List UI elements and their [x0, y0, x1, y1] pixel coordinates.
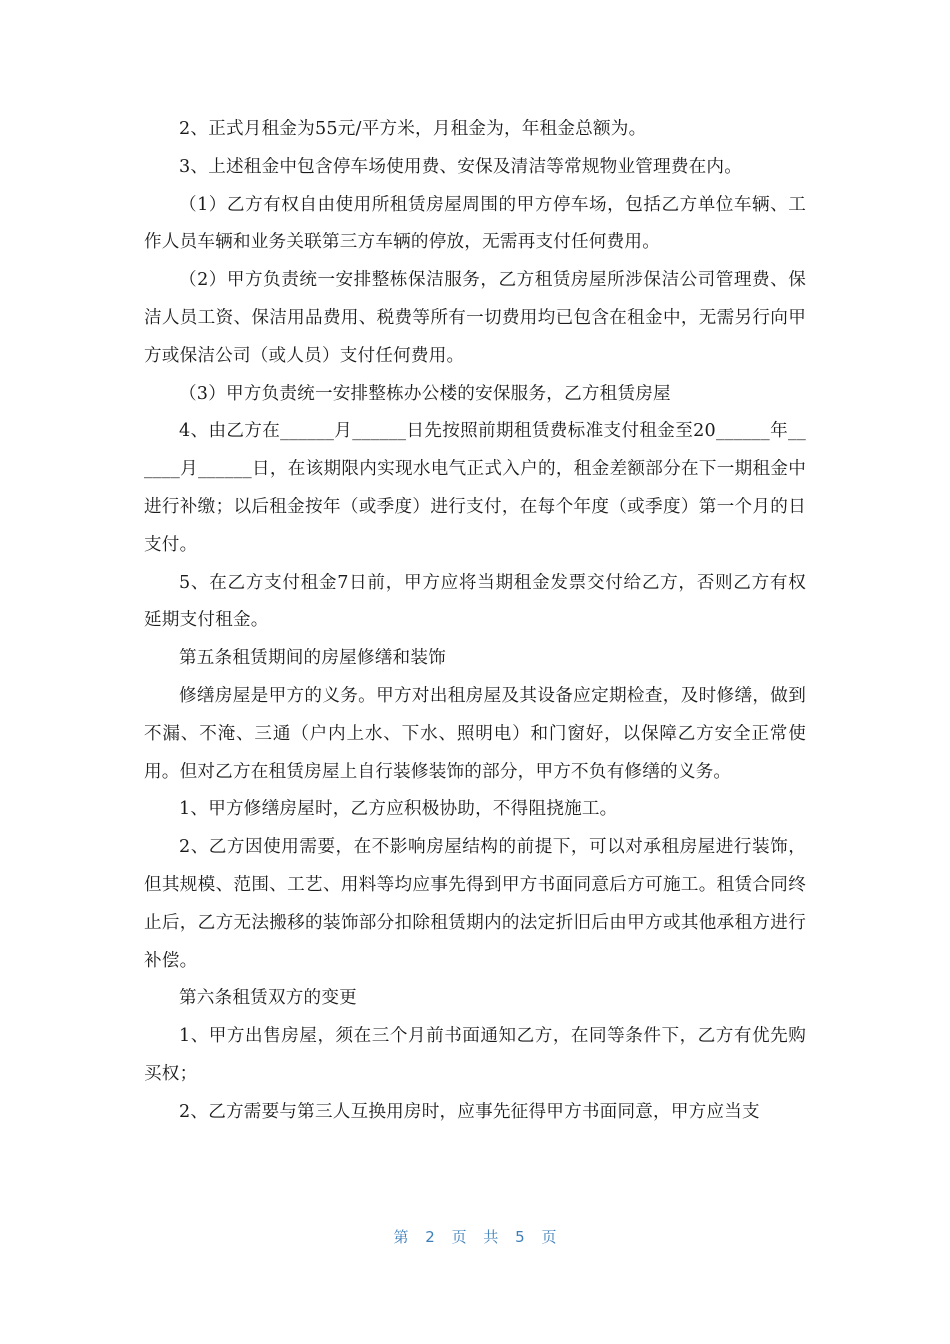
paragraph-invoice: 5、在乙方支付租金7日前，甲方应将当期租金发票交付给乙方，否则乙方有权延期支付租金。 — [144, 572, 806, 631]
page-number-footer: 第 2 页 共 5 页 — [393, 1228, 557, 1246]
article-five-heading: 第五条租赁期间的房屋修缮和装饰 — [179, 648, 446, 669]
article-six-heading: 第六条租赁双方的变更 — [179, 988, 357, 1009]
paragraph-repair-cooperation: 1、甲方修缮房屋时，乙方应积极协助，不得阻挠施工。 — [179, 799, 618, 820]
paragraph-parking: （1）乙方有权自由使用所租赁房屋周围的甲方停车场，包括乙方单位车辆、工作人员车辆和业务关联第三方车辆的停放，无需再支付任何费用。 — [144, 194, 806, 253]
paragraph-decoration: 2、乙方因使用需要，在不影响房屋结构的前提下，可以对承租房屋进行装饰，但其规模、范围、工艺、用料等均应事先得到甲方书面同意后方可施工。租赁合同终止后，乙方无法搬移的装饰部分扣除租赁期内的法定折旧后由甲方或其他承租方进行补偿。 — [144, 837, 806, 971]
paragraph-payment-schedule: 4、由乙方在______月______日先按照前期租赁费标准支付租金至20______年______月______日，在该期限内实现水电气正式入户的，租金差额部分在下一期租金中进行补缴；以后租金按年（或季度）进行支付，在每个年度（或季度）第一个月的日支付。 — [144, 421, 806, 555]
paragraph-exchange-housing: 2、乙方需要与第三人互换用房时，应事先征得甲方书面同意，甲方应当支 — [179, 1101, 760, 1122]
document-body — [144, 111, 806, 1132]
paragraph-rent-amount: 2、正式月租金为55元/平方米，月租金为，年租金总额为。 — [179, 119, 647, 139]
paragraph-sale-priority: 1、甲方出售房屋，须在三个月前书面通知乙方，在同等条件下，乙方有优先购买权； — [144, 1026, 806, 1084]
paragraph-repair-duty: 修缮房屋是甲方的义务。甲方对出租房屋及其设备应定期检查，及时修缮，做到不漏、不淹、三通（户内上水、下水、照明电）和门窗好，以保障乙方安全正常使用。但对乙方在租赁房屋上自行装修装饰的部分，甲方不负有修缮的义务。 — [144, 685, 806, 782]
paragraph-security: （3）甲方负责统一安排整栋办公楼的安保服务，乙方租赁房屋 — [179, 383, 671, 404]
paragraph-cleaning: （2）甲方负责统一安排整栋保洁服务，乙方租赁房屋所涉保洁公司管理费、保洁人员工资、保洁用品费用、税费等所有一切费用均已包含在租金中，无需另行向甲方或保洁公司（或人员）支付任何费用。 — [144, 270, 806, 366]
paragraph-rent-includes: 3、上述租金中包含停车场使用费、安保及清洁等常规物业管理费在内。 — [179, 156, 743, 177]
